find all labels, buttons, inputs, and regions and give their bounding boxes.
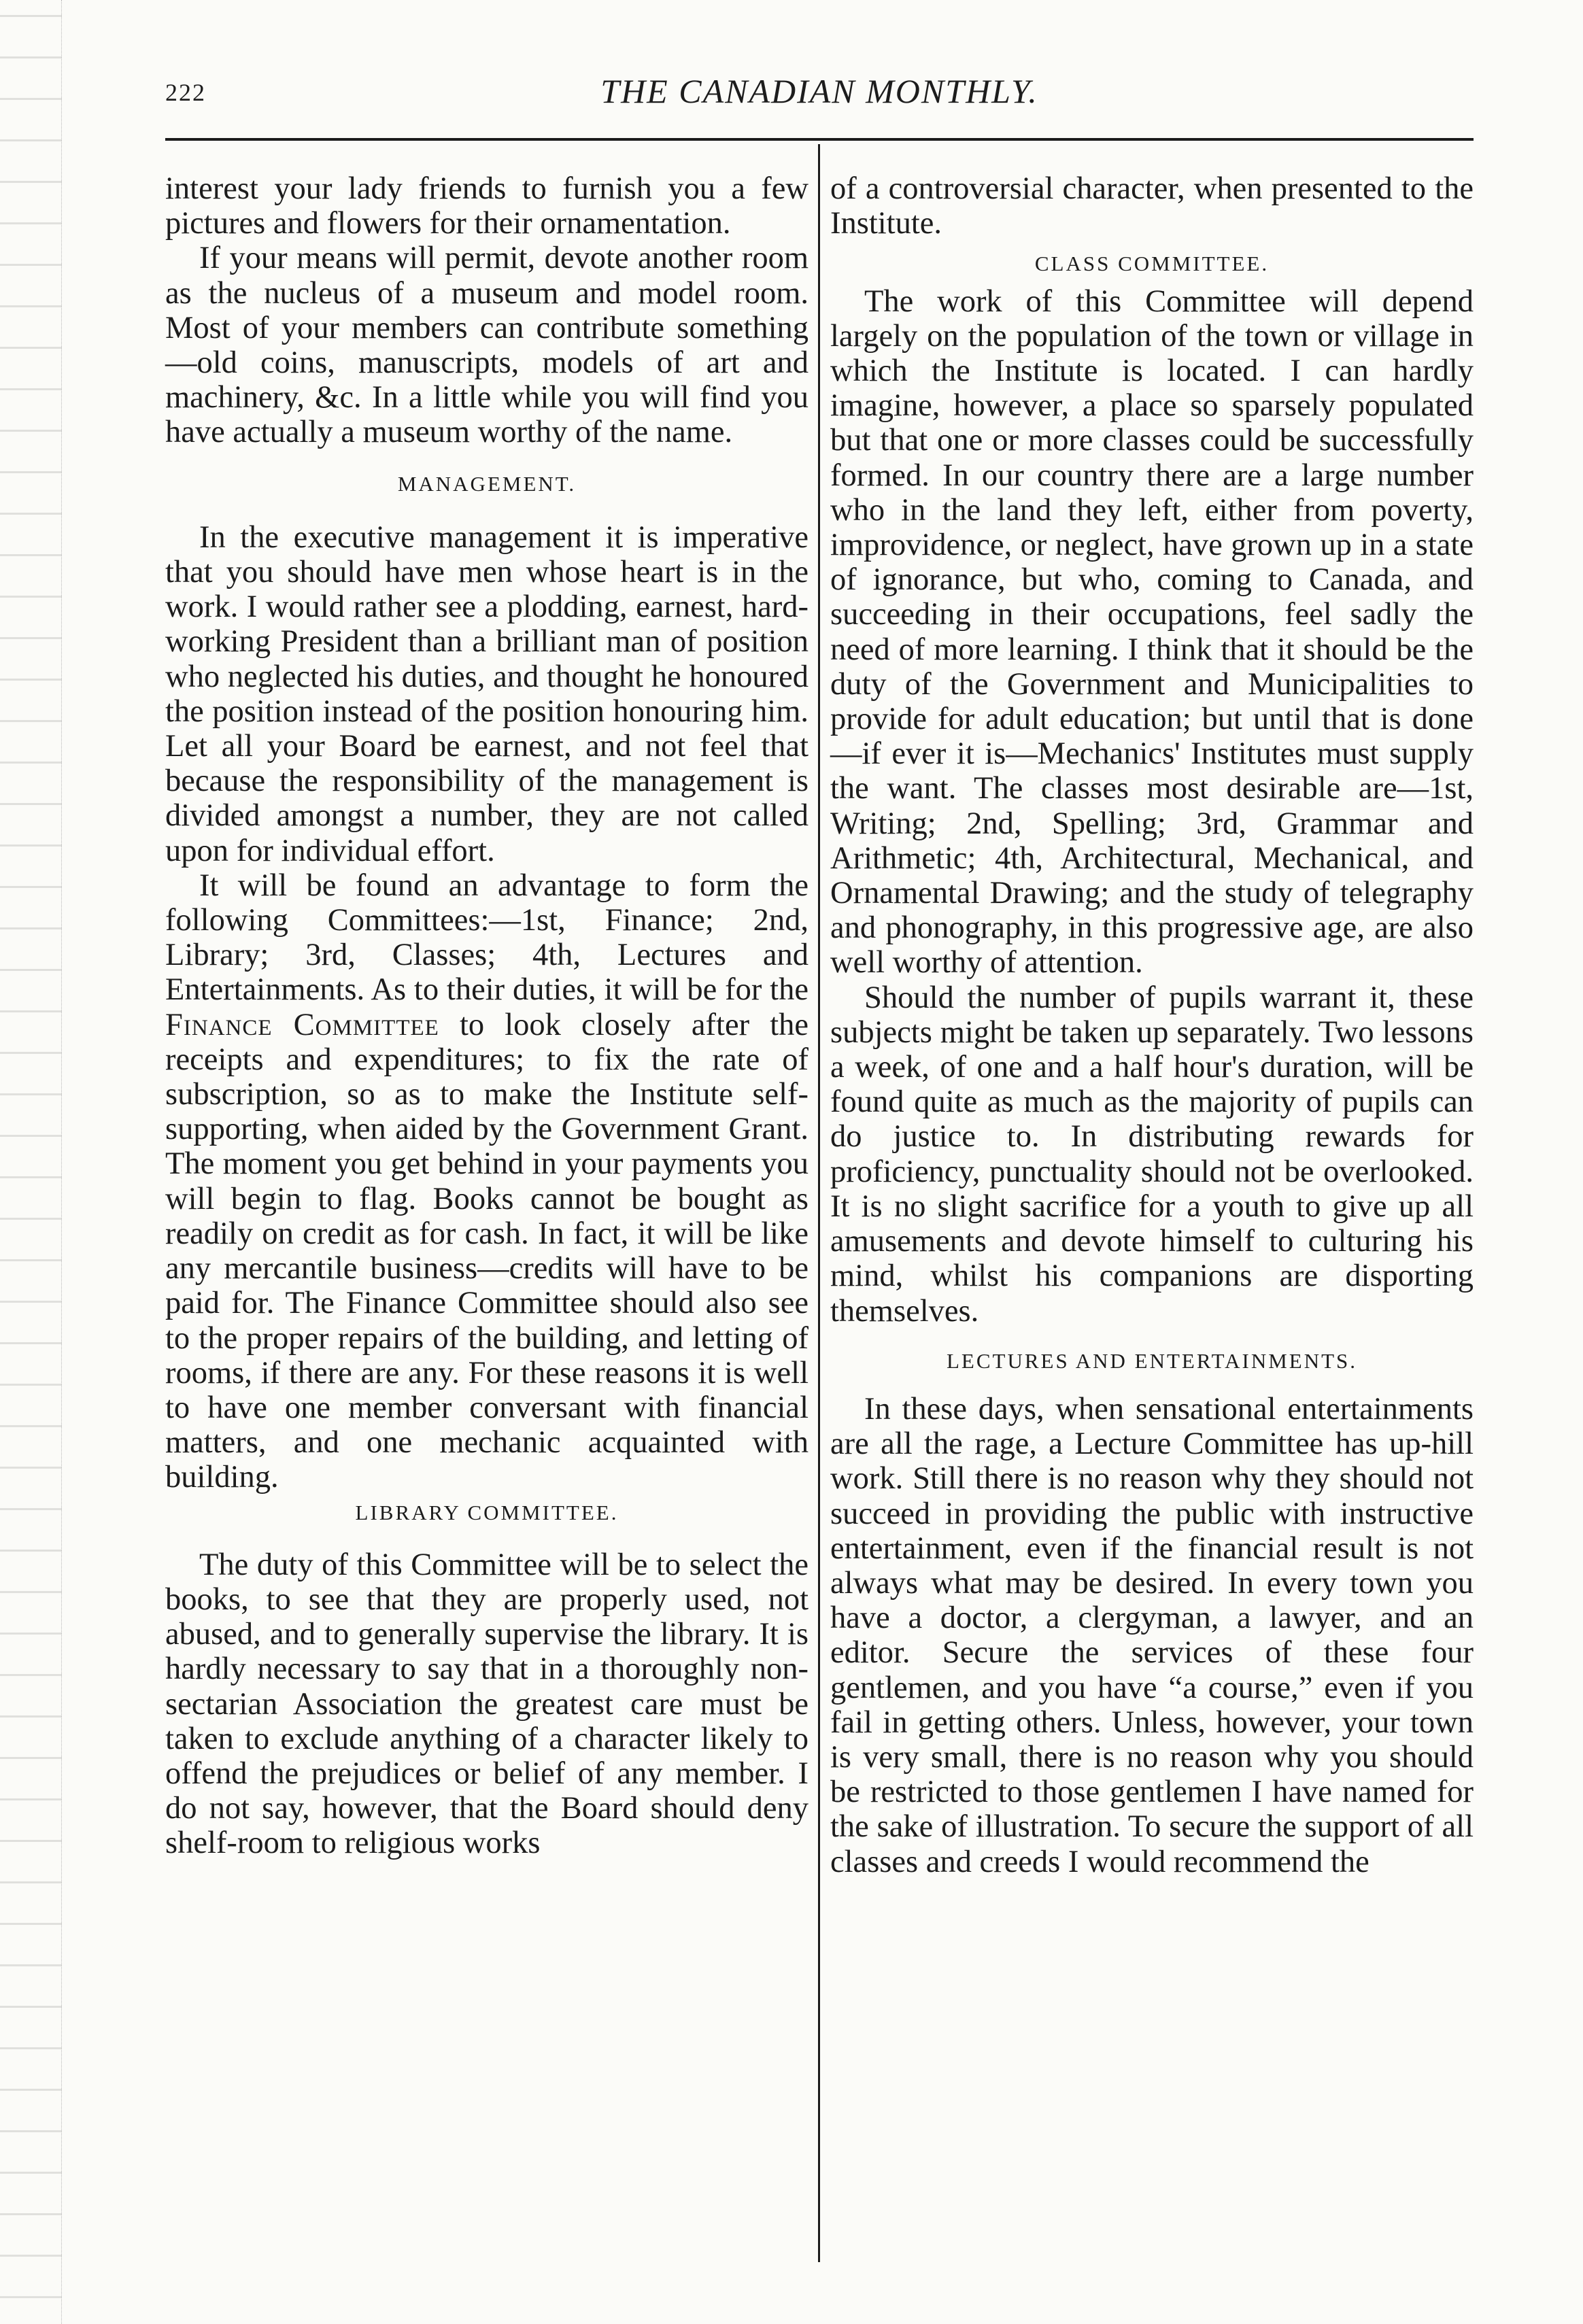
paragraph: The work of this Committee will depend largely on the population of the town or village in which the Institute is located. I can hardly imagine, however, a place so sparsely populated but that one or more classes could be successfully formed. In our country there are a large number who in the land they left, either from poverty, improvidence, or neglect, have grown up in a state of ignorance, but who, coming to Canada, and succeeding in their occupations, feel sadly the need of more learning. I think that it should be the duty of the Government and Municipalities to provide for adult education; but until that is done—if ever it is—Mechanics' Institutes must supply the want. The classes most desirable are—1st, Writing; 2nd, Spelling; 3rd, Grammar and Arithmetic; 4th, Architectural, Mechanical, and Ornamental Drawing; and the study of telegraphy and phonography, in this progressive age, are also well worthy of attention. [830, 284, 1474, 980]
section-heading-class-committee: CLASS COMMITTEE. [1034, 252, 1270, 276]
paragraph: interest your lady friends to furnish you a few pictures and flowers for their ornamentation. [165, 171, 808, 241]
paragraph: Should the number of pupils warrant it, these subjects might be taken up separately. Two lessons a week, of one and a half hour's duration, will be found quite as much as the majority of pupils can do justice to. In distributing rewards for proficiency, punctuality should not be overlooked. It is no slight sacrifice for a youth to give up all amusements and devote himself to culturing his mind, whilst his companions are disporting themselves. [830, 980, 1474, 1329]
column-divider [818, 144, 820, 2262]
paragraph [165, 868, 808, 1495]
paragraph: If your means will permit, devote another room as the nucleus of a museum and model room. Most of your members can contribute something—old coins, manuscripts, models of art and machinery, &c. In a little while you will find you have actually a museum worthy of the name. [165, 241, 808, 450]
right-column [830, 171, 1474, 1879]
section-heading-library-committee: LIBRARY COMMITTEE. [355, 1500, 619, 1524]
left-column [165, 171, 808, 1861]
page-header [165, 71, 1474, 133]
header-rule [165, 138, 1474, 141]
page-number: 222 [165, 79, 206, 106]
scan-gutter [0, 0, 62, 2324]
running-title: THE CANADIAN MONTHLY. [600, 72, 1038, 110]
section-heading-lectures: LECTURES AND ENTERTAINMENTS. [946, 1348, 1358, 1373]
paragraph: In these days, when sensational entertainments are all the rage, a Lecture Committee has up-hill work. Still there is no reason why they should not succeed in providing the public with instructive entertainment, even if the financial result is not always what may be desired. In every town you have a doctor, a clergyman, a lawyer, and an editor. Secure the services of these four gentlemen, and you have “a course,” even if you fail in getting others. Unless, however, your town is very small, there is no reason why you should be restricted to those gentlemen I have named for the sake of illustration. To secure the support of all classes and creeds I would recommend the [830, 1391, 1474, 1879]
section-heading-management: MANAGEMENT. [397, 471, 577, 496]
paragraph-text: It will be found an advantage to form the following Committees:—1st, Finance; 2nd, Library; 3rd, Classes; 4th, Lectures and Entertainments. As to their duties, it will be for the [165, 868, 808, 1008]
paragraph: of a controversial character, when presented to the Institute. [830, 171, 1474, 241]
paragraph: In the executive management it is imperative that you should have men whose heart is in the work. I would rather see a plodding, earnest, hard-working President than a brilliant man of position who neglected his duties, and thought he honoured the position instead of the position honouring him. Let all your Board be earnest, and not feel that because the responsibility of the management is divided amongst a number, they are not called upon for individual effort. [165, 519, 808, 868]
finance-committee-term: Finance Committee [165, 1007, 439, 1042]
paragraph-text: to look closely after the receipts and expenditures; to fix the rate of subscription, so as to make the Institute self-supporting, when aided by the Government Grant. The moment you get behind in your payments you will begin to flag. Books cannot be bought as readily on credit as for cash. In fact, it will be like any mercantile business—credits will have to be paid for. The Finance Committee should also see to the proper repairs of the building, and letting of rooms, if there are any. For these reasons it is well to have one member conversant with financial matters, and one mechanic acquainted with building. [165, 1007, 809, 1495]
paragraph: The duty of this Committee will be to select the books, to see that they are properly used, not abused, and to generally supervise the library. It is hardly necessary to say that in a thoroughly non-sectarian Association the greatest care must be taken to exclude anything of a character likely to offend the prejudices or belief of any member. I do not say, however, that the Board should deny shelf-room to religious works [165, 1547, 808, 1861]
